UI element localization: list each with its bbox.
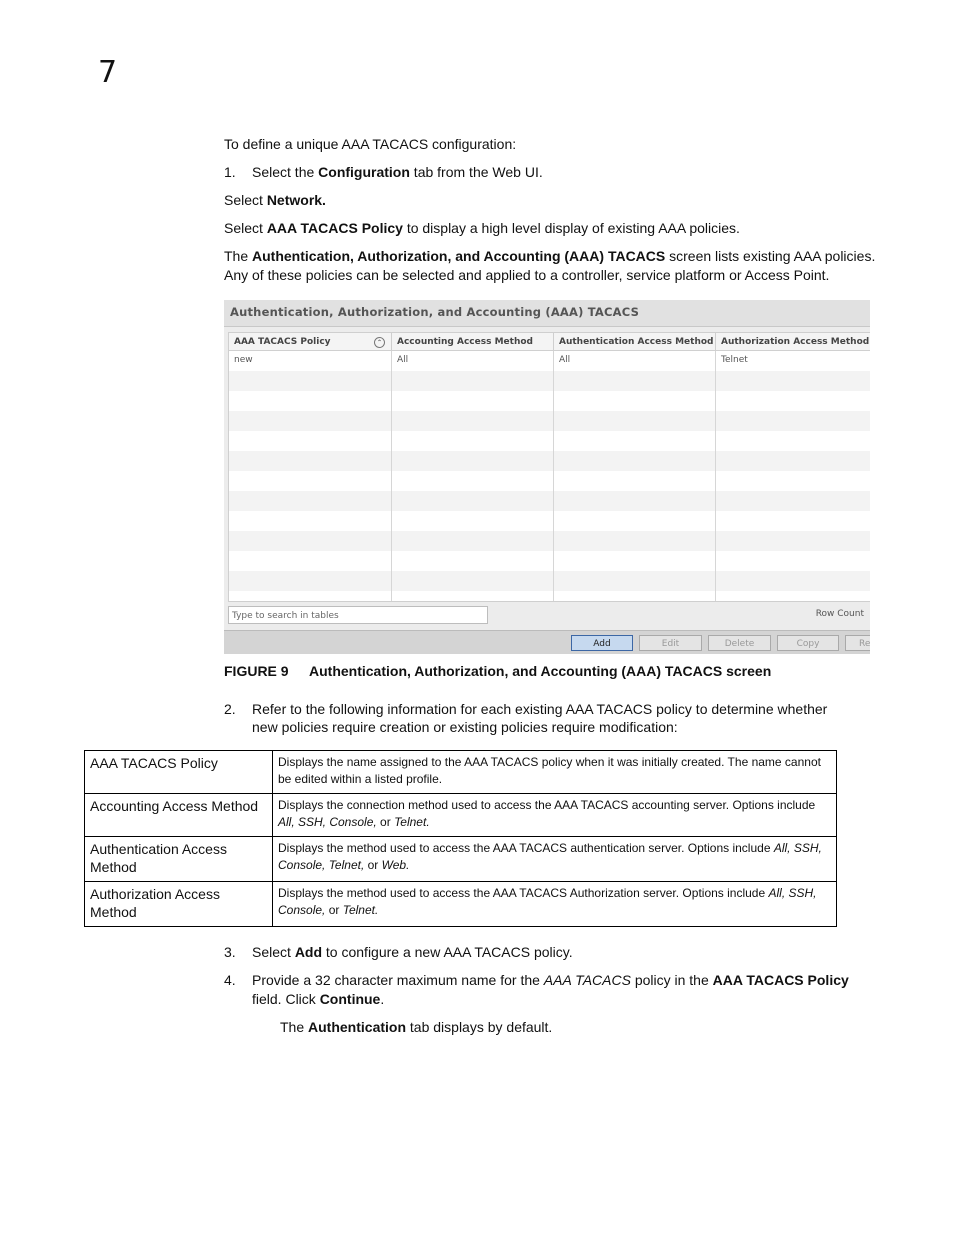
- table-search-input[interactable]: Type to search in tables: [228, 606, 488, 624]
- ui-term: Add: [294, 944, 323, 960]
- definition-row: [85, 794, 837, 837]
- copy-button[interactable]: Copy: [777, 635, 839, 651]
- table-cell[interactable]: All: [559, 355, 571, 365]
- delete-button[interactable]: Delete: [708, 635, 771, 651]
- screen-title-bar: [224, 300, 870, 327]
- intro-text: To define a unique AAA TACACS configuration:: [224, 136, 517, 152]
- table-cell[interactable]: Telnet: [721, 355, 748, 365]
- step-number: 3.: [224, 944, 236, 960]
- step-4-line2: field. Click Continue.: [252, 991, 385, 1007]
- ui-term: Authentication, Authorization, and Accounting (AAA) TACACS: [252, 248, 666, 264]
- policy-table: [228, 332, 870, 602]
- rename-button[interactable]: Re: [845, 635, 870, 651]
- ui-term: Configuration: [318, 164, 410, 180]
- screen-description-line2: Any of these policies can be selected and applied to a controller, service platform or Access Point.: [224, 267, 830, 283]
- ui-term: Authentication: [308, 1019, 407, 1035]
- definition-term: Accounting Access Method: [85, 794, 273, 837]
- ui-term: Continue: [319, 991, 381, 1007]
- button-bar: [224, 630, 870, 654]
- row-count-label: Row Count: [815, 609, 864, 619]
- definition-term: Authorization Access Method: [85, 882, 273, 927]
- step-2-line2: new policies require creation or existing policies require modification:: [252, 719, 678, 735]
- screen-description: The Authentication, Authorization, and Accounting (AAA) TACACS screen lists existing AAA policies.: [224, 248, 876, 264]
- ui-term: AAA TACACS Policy: [266, 220, 403, 236]
- table-cell[interactable]: All: [397, 355, 409, 365]
- column-header-accounting[interactable]: Accounting Access Method: [392, 333, 554, 351]
- definition-row: [85, 837, 837, 882]
- step-number: 2.: [224, 701, 236, 717]
- table-cell[interactable]: new: [234, 355, 253, 365]
- edit-button[interactable]: Edit: [639, 635, 702, 651]
- sort-icon[interactable]: ⌃: [374, 337, 385, 348]
- definition-description: Displays the name assigned to the AAA TACACS policy when it was initially created. The name cannot be edited within a listed profile.: [273, 751, 837, 794]
- figure-screenshot: [224, 300, 870, 654]
- figure-caption: Authentication, Authorization, and Accounting (AAA) TACACS screen: [309, 663, 772, 679]
- definition-row: [85, 882, 837, 927]
- figure-label: FIGURE 9: [224, 663, 289, 679]
- definition-description: Displays the connection method used to access the AAA TACACS accounting server. Options include All, SSH, Console, or Telnet.: [273, 794, 837, 837]
- definition-term: Authentication Access Method: [85, 837, 273, 882]
- select-policy-text: Select AAA TACACS Policy to display a high level display of existing AAA policies.: [224, 220, 740, 236]
- chapter-number: 7: [98, 55, 118, 90]
- note-text: The Authentication tab displays by default.: [280, 1019, 553, 1035]
- column-header-authentication[interactable]: Authentication Access Method: [554, 333, 716, 351]
- definition-term: AAA TACACS Policy: [85, 751, 273, 794]
- ui-term: AAA TACACS Policy: [712, 972, 849, 988]
- screen-title: Authentication, Authorization, and Accounting (AAA) TACACS: [230, 305, 640, 319]
- column-header-authorization[interactable]: Authorization Access Method: [716, 333, 870, 351]
- ui-term: Network.: [266, 192, 326, 208]
- step-number: 4.: [224, 972, 236, 988]
- column-header-policy[interactable]: AAA TACACS Policy ⌃: [229, 333, 392, 351]
- definition-description: Displays the method used to access the AAA TACACS authentication server. Options include All, SSH, Console, Telnet, or Web.: [273, 837, 837, 882]
- add-button[interactable]: Add: [571, 635, 633, 651]
- definition-description: Displays the method used to access the AAA TACACS Authorization server. Options include All, SSH, Console, or Telnet.: [273, 882, 837, 927]
- select-network-text: Select Network.: [224, 192, 326, 208]
- definition-row: [85, 751, 837, 794]
- definitions-table: [84, 750, 837, 927]
- step-number: 1.: [224, 164, 236, 180]
